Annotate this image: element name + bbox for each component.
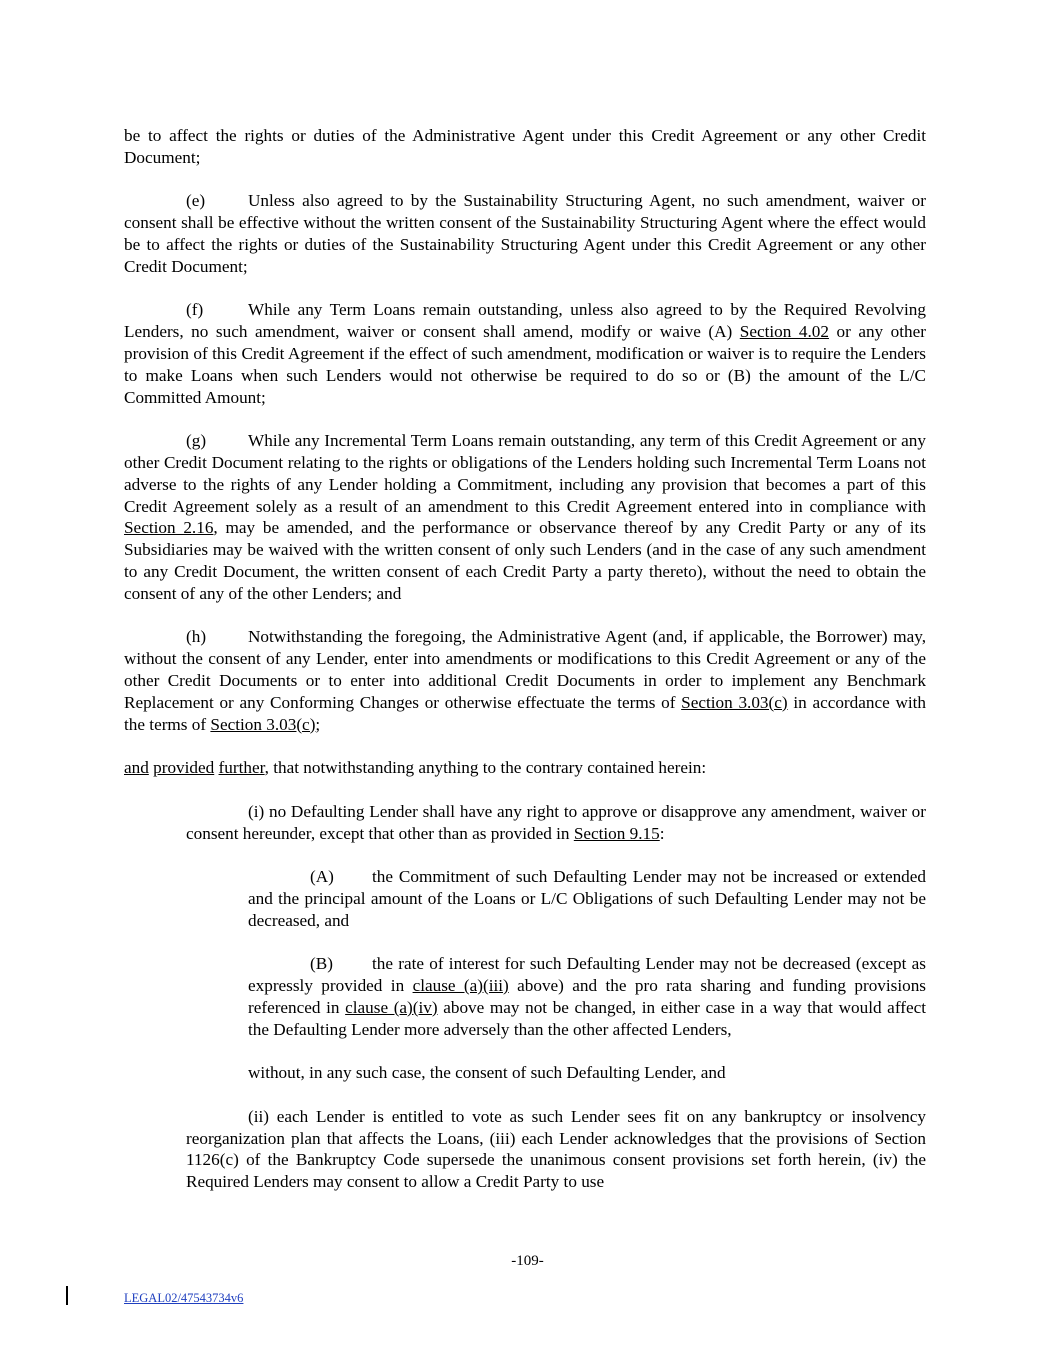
clause-h-label: (h) (186, 627, 207, 647)
clause-f: (f) While any Term Loans remain outstanding, unless also agreed to by the Required Revolving Lenders, no such amendment, waiver or consent shall amend, modify or waive (A) Section 4.02 or any other provision of this Credit Agreement if the effect of such amendment, modification or waiver is to require the Lenders to make Loans when such Lenders would not otherwise be required to do so or (B) the amount of the L/C Committed Amount; (124, 300, 927, 407)
change-bar (66, 1286, 68, 1305)
clause-h: (h) Notwithstanding the foregoing, the Administrative Agent (and, if applicable, the Borrower) may, without the consent of any Lender, enter into amendments or modifications to this Credit Agreement or any of the other Credit Documents or to enter into additional Credit Documents in order to implement any Benchmark Replacement or any Conforming Changes or otherwise effectuate the terms of Section 3.03(c) in accordance with the terms of Section 3.03(c); (124, 627, 927, 734)
proviso-paragraph: and provided further, that notwithstanding anything to the contrary contained herein: (124, 758, 707, 778)
clause-e (124, 190, 926, 277)
section-9-15-reference: Section 9.15 (573, 823, 660, 843)
subclause-ii: (ii) each Lender is entitled to vote as such Lender sees fit on any bankruptcy or insolvency reorganization plan that affects the Loans, (iii) each Lender acknowledges that the provisions of Section 1126(c) of the Bankruptcy Code supersede the unanimous consent provisions set forth herein, (iv) the Required Lenders may consent to allow a Credit Party to use (186, 1106, 926, 1192)
section-4-02-reference: Section 4.02 (739, 322, 829, 342)
clause-g: (g) While any Incremental Term Loans remain outstanding, any term of this Credit Agreement or any other Credit Document relating to the rights or obligations of the Lenders holding such Incremental Term Loans not adverse to the rights of any Lender holding a Commitment, including any provision that becomes a part of this Credit Agreement solely as a result of an amendment to this Credit Agreement entered into in compliance with Section 2.16, may be amended, and the performance or observance thereof by any Credit Party or any of its Subsidiaries may be waived with the written consent of only such Lenders (and in the case of any such amendment to any Credit Document, the written consent of each Credit Party a party thereto), without the need to obtain the consent of any of the other Lenders; and (124, 431, 926, 603)
clause-e-label: (e) (186, 191, 206, 211)
without-consent-line: without, in any such case, the consent of such Defaulting Lender, and (248, 1063, 726, 1083)
continuation-paragraph: be to affect the rights or duties of the Administrative Agent under this Credit Agreement or any other Credit Document; (124, 126, 926, 167)
section-3-03c-reference: Section 3.03(c) (681, 692, 788, 712)
clause-e-text: Unless also agreed to by the Sustainability Structuring Agent, no such amendment, waiver or consent shall be effective without the written consent of the Sustainability Structuring Agent where the effect would be to affect the rights or duties of the Sustainability Structuring Agent under this Credit Agreement or any other Credit Document; (124, 191, 926, 276)
clause-f-label: (f) (186, 300, 204, 320)
subclause-A: (A) the Commitment of such Defaulting Lender may not be increased or extended and the principal amount of the Loans or L/C Obligations of such Defaulting Lender may not be decreased, and (248, 867, 926, 930)
subclause-i: (i) no Defaulting Lender shall have any right to approve or disapprove any amendment, waiver or consent hereunder, except that other than as provided in Section 9.15: (186, 801, 926, 843)
clause-a-iii-reference: clause (a)(iii) (412, 976, 509, 996)
document-body (124, 125, 926, 1193)
subclause-B: (B) the rate of interest for such Defaulting Lender may not be decreased (except as expressly provided in clause (a)(iii) above) and the pro rata sharing and funding provisions referenced in clause (a)(iv) above may not be changed, in either case in a way that would affect the Defaulting Lender more adversely than the other affected Lenders, (248, 954, 926, 1039)
section-2-16-reference: Section 2.16 (124, 518, 214, 538)
page-number: -109- (511, 1253, 544, 1269)
section-3-03c-reference-2: Section 3.03(c) (210, 714, 316, 734)
document-id: LEGAL02/47543734v6 (124, 1291, 244, 1305)
subclause-A-label: (A) (310, 867, 334, 887)
subclause-B-label: (B) (310, 954, 333, 974)
clause-a-iv-reference: clause (a)(iv) (345, 997, 438, 1017)
clause-g-label: (g) (186, 431, 207, 451)
